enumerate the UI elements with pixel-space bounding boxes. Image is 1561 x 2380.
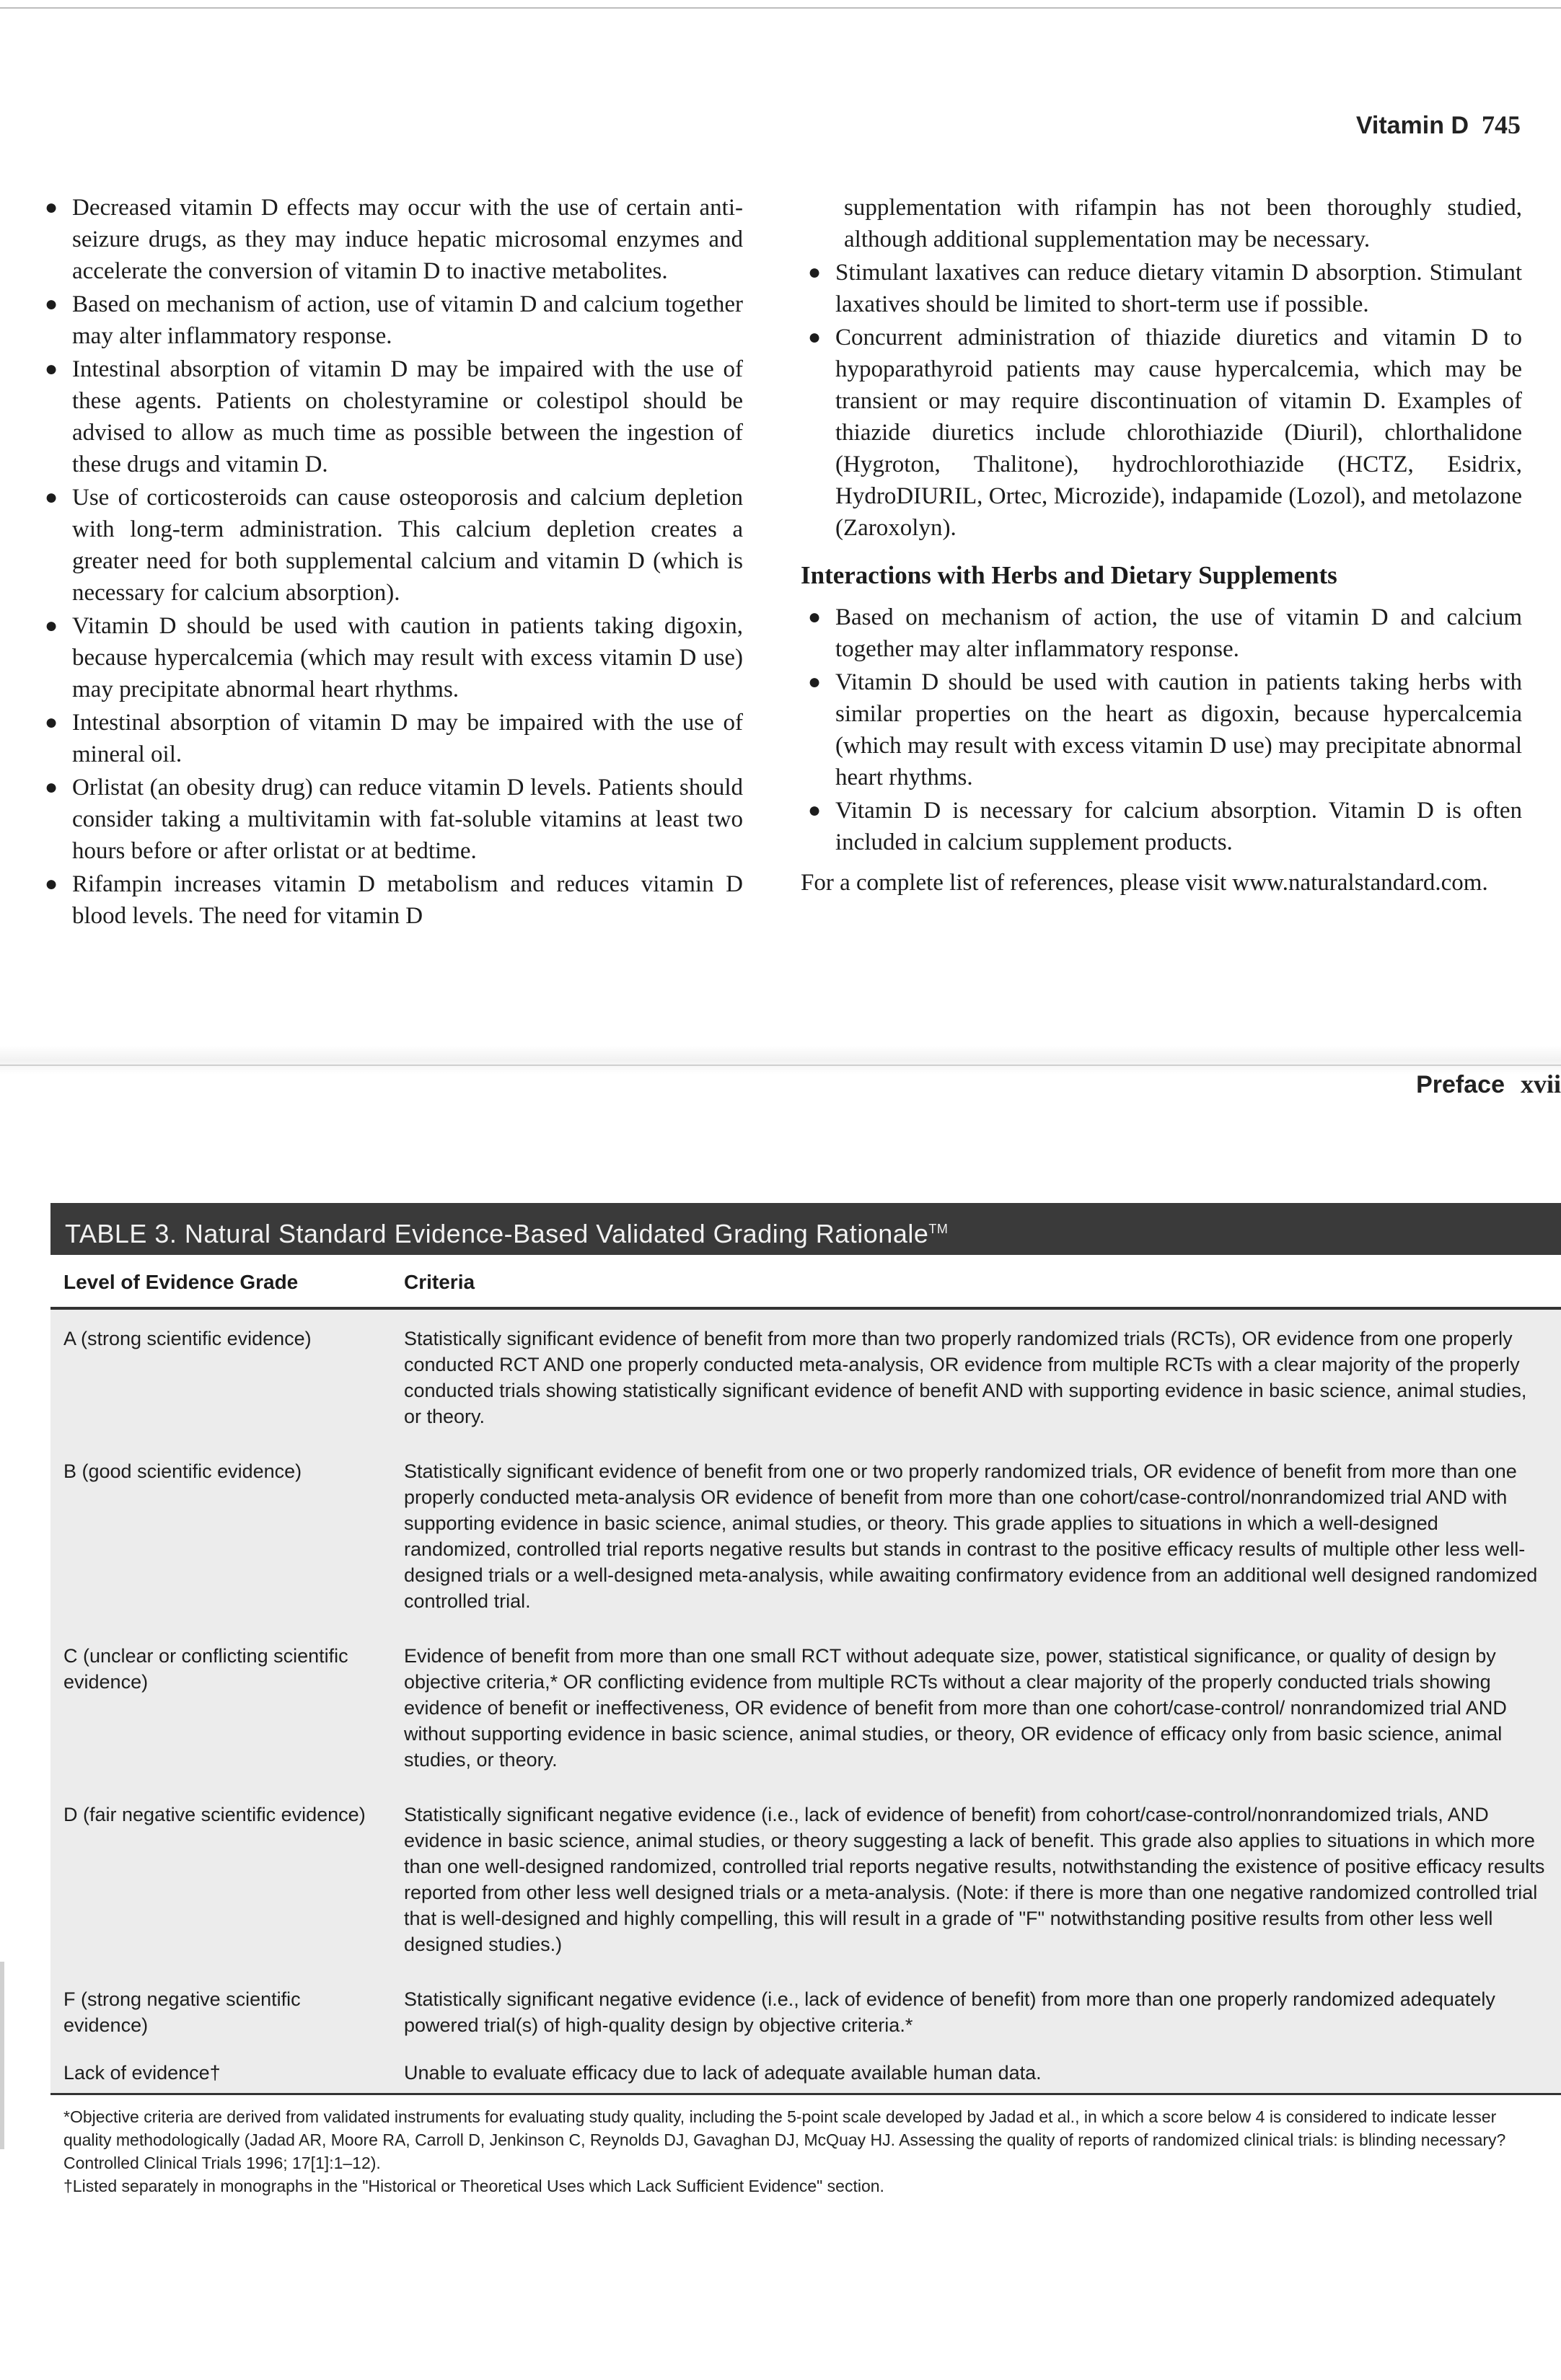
grade-cell: F (strong negative scientific evidence) (63, 1988, 301, 2036)
list-item: ● Based on mechanism of action, use of vitamin D and calcium together may alter inflammatory response. (38, 288, 743, 352)
list-item: ● Orlistat (an obesity drug) can reduce vitamin D levels. Patients should consider taking a multivitamin with fat-soluble vitamins at least two hours before or after orlistat or at bedtime. (38, 772, 743, 867)
list-item: ● Based on mechanism of action, the use of vitamin D and calcium together may alter inflammatory response. (801, 601, 1522, 665)
criteria-cell: Statistically significant evidence of benefit from more than two properly randomized trials (RCTs), OR evidence from one properly conducted RCT AND one properly conducted meta-analysis, OR evidence from multiple RCTs with a clear majority of the properly conducted trials showing statistically significant evidence of benefit AND with supporting evidence in basic science, animal studies, or theory. (404, 1328, 1527, 1427)
herbs-section-heading: Interactions with Herbs and Dietary Supplements (801, 561, 1337, 589)
grade-cell: B (good scientific evidence) (63, 1460, 302, 1482)
page-number: xvii (1520, 1070, 1561, 1098)
list-item: ● Intestinal absorption of vitamin D may be impaired with the use of mineral oil. (38, 707, 743, 770)
grade-cell: D (fair negative scientific evidence) (63, 1804, 366, 1825)
footnote-listed-separately: †Listed separately in monographs in the "Historical or Theoretical Uses which Lack Sufficient Evidence" section. (63, 2177, 884, 2195)
bullet-icon: ● (808, 605, 822, 629)
header-grade: Level of Evidence Grade (63, 1271, 299, 1293)
running-head-title: Vitamin D (1355, 112, 1469, 139)
bullet-icon: ● (45, 485, 58, 509)
list-item: ● Vitamin D should be used with caution in patients taking herbs with similar properties on the heart as digoxin, because hypercalcemia (which may result with excess vitamin D use) may precipitate abnormal heart rhythms. (801, 666, 1522, 793)
bullet-icon: ● (45, 357, 58, 381)
table-row (50, 2060, 1561, 2086)
table-row (50, 1326, 1561, 1429)
bullet-icon: ● (45, 872, 58, 896)
list-item: ● Vitamin D should be used with caution in patients taking digoxin, because hypercalcemia (which may result with excess vitamin D use) may precipitate abnormal heart rhythms. (38, 610, 743, 705)
page-number: 745 (1482, 110, 1521, 139)
header-criteria: Criteria (404, 1271, 475, 1293)
bullet-icon: ● (808, 670, 822, 694)
table-row (50, 1802, 1561, 1957)
table-header-row (50, 1255, 1561, 1310)
grade-cell: Lack of evidence† (63, 2062, 221, 2084)
bullet-icon: ● (808, 798, 822, 822)
right-column (801, 192, 1522, 899)
running-head (1356, 110, 1521, 140)
table-row (50, 1458, 1561, 1614)
page-separator-line (0, 1065, 1561, 1066)
bullet-icon: ● (45, 195, 58, 219)
criteria-cell: Unable to evaluate efficacy due to lack of adequate available human data. (404, 2062, 1042, 2084)
list-item: ● Rifampin increases vitamin D metabolism and reduces vitamin D blood levels. The need for vitamin D (38, 868, 743, 932)
criteria-cell: Statistically significant evidence of benefit from one or two properly randomized trials, OR evidence of benefit from more than one properly conducted meta-analysis OR evidence of benefit from more than one cohort/case-control/nonrandomized trial AND with supporting evidence in basic science, animal studies, or theory. This grade applies to situations in which a well-designed randomized, controlled trial reports negative results but stands in contrast to the positive efficacy results of multiple other less well-designed trials or a well-designed meta-analysis, while awaiting confirmatory evidence from an additional well designed randomized controlled trial. (404, 1460, 1538, 1612)
bullet-icon: ● (808, 325, 822, 349)
criteria-cell: Evidence of benefit from more than one small RCT without adequate size, power, statistical significance, or quality of design by objective criteria,* OR conflicting evidence from multiple RCTs without a clear majority of the properly conducted trials showing evidence of benefit or ineffectiveness, OR evidence of benefit from more than one cohort/case-control/ nonrandomized trial AND without supporting evidence in basic science, animal studies, or theory, OR evidence of efficacy only from basic science, animal studies, or theory. (404, 1645, 1507, 1771)
table-row (50, 1986, 1561, 2038)
table-title: TABLE 3. Natural Standard Evidence-Based Validated Grading Rationale (65, 1219, 929, 1248)
left-column (38, 192, 743, 933)
list-item: ● Vitamin D is necessary for calcium absorption. Vitamin D is often included in calcium supplement products. (801, 795, 1522, 858)
criteria-cell: Statistically significant negative evidence (i.e., lack of evidence of benefit) from more than one properly randomized adequately powered trial(s) of high-quality design by objective criteria.* (404, 1988, 1495, 2036)
list-item: ● Concurrent administration of thiazide diuretics and vitamin D to hypoparathyroid patients may cause hypercalcemia, which may be transient or may require discontinuation of vitamin D. Examples of thiazide diuretics include chlorothiazide (Diuril), chlorthalidone (Hygroton, Thalitone), hydrochlorothiazide (HCTZ, Esidrix, HydroDIURIL, Ortec, Microzide), indapamide (Lozol), and metolazone (Zaroxolyn). (801, 322, 1522, 544)
bullet-icon: ● (45, 614, 58, 638)
scan-edge-shadow (0, 1962, 4, 2149)
list-item: ● Intestinal absorption of vitamin D may be impaired with the use of these agents. Patients on cholestyramine or colestipol should be advised to allow as much time as possible between the ingestion of these drugs and vitamin D. (38, 353, 743, 480)
table-row (50, 1643, 1561, 1773)
top-edge-rule (0, 7, 1561, 9)
criteria-cell: Statistically significant negative evidence (i.e., lack of evidence of benefit) from cohort/case-control/nonrandomized trials, AND evidence in basic science, animal studies, or theory suggesting a lack of benefit. This grade also applies to situations in which more than one well-designed randomized, controlled trial reports negative results, notwithstanding the existence of positive efficacy results reported from other less well designed trials or a meta-analysis. (Note: if there is more than one negative randomized controlled trial that is well-designed and highly compelling, this will result in a grade of "F" notwithstanding positive results from other less well designed studies.) (404, 1804, 1545, 1955)
running-head-title: Preface (1416, 1071, 1505, 1098)
bullet-icon: ● (45, 292, 58, 316)
table-footnotes (50, 2095, 1561, 2198)
grade-cell: C (unclear or conflicting scientific evidence) (63, 1645, 348, 1693)
page-separator (0, 1046, 1561, 1075)
continued-paragraph: supplementation with rifampin has not been thoroughly studied, although additional supplementation may be necessary. (844, 195, 1522, 252)
table-body (50, 1310, 1561, 2095)
list-item: ● Use of corticosteroids can cause osteoporosis and calcium depletion with long-term administration. This calcium depletion creates a greater need for both supplemental calcium and vitamin D (which is necessary for calcium absorption). (38, 482, 743, 609)
drug-interaction-list-continued (801, 257, 1522, 544)
bullet-icon: ● (45, 775, 58, 799)
bullet-icon: ● (45, 710, 58, 734)
table-title-bar (50, 1203, 1561, 1255)
references-note: For a complete list of references, please visit www.naturalstandard.com. (801, 870, 1488, 896)
list-item: ● Stimulant laxatives can reduce dietary vitamin D absorption. Stimulant laxatives should be limited to short-term use if possible. (801, 257, 1522, 320)
list-item: ● Decreased vitamin D effects may occur with the use of certain anti-seizure drugs, as they may induce hepatic microsomal enzymes and accelerate the conversion of vitamin D to inactive metabolites. (38, 192, 743, 287)
running-head-preface (1416, 1069, 1561, 1099)
herbs-interaction-list (801, 601, 1522, 858)
grading-table (50, 1203, 1561, 2198)
bullet-icon: ● (808, 260, 822, 284)
footnote-objective-criteria: *Objective criteria are derived from validated instruments for evaluating study quality, including the 5-point scale developed by Jadad et al., in which a score below 4 is considered to indicate lesser quality methodologically (Jadad AR, Moore RA, Carroll D, Jenkinson C, Reynolds DJ, Gavaghan DJ, McQuay HJ. Assessing the quality of reports of randomized clinical trials: is blinding necessary? Controlled Clinical Trials 1996; 17[1]:1–12). (63, 2107, 1506, 2172)
grade-cell: A (strong scientific evidence) (63, 1328, 312, 1349)
trademark-mark: TM (928, 1222, 949, 1236)
drug-interaction-list (38, 192, 743, 932)
